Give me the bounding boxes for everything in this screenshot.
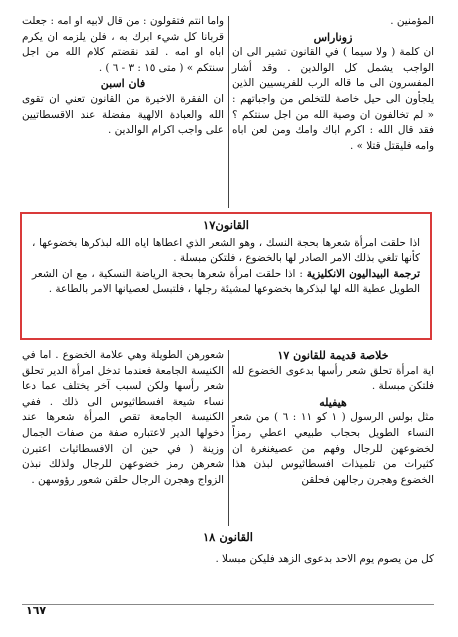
column-bottom-left: [22, 348, 224, 488]
text-top-right-heading1: المؤمنين .: [390, 15, 434, 27]
heading-van-espen: فان اسبن: [100, 77, 146, 91]
column-top-right: [232, 14, 434, 154]
label-pedalion-translation: ترجمة البيداليون الانكليزية: [306, 267, 420, 280]
text-pedalion-translation: : اذا حلقت امرأة شعرها بحجة الرياضة النسكية ، مع ان الشعر الطويل عطية الله لها لبذكرها بخضوعها لمشيئة رجلها ، فلتبسل لعصيانها الامر بالطاعة .: [32, 267, 420, 296]
paragraph-canon-17: اذا حلقت امرأة شعرها بحجة النسك ، وهو الشعر الذي اعطاها اياه الله لبذكرها بخضوعها ، كأنها تلغي بذلك الامر الصادر لها بالخضوع ، فلتكن مبسلة .: [32, 236, 420, 265]
paragraph-ancient-summary: اية امرأة تحلق شعر رأسها بدعوى الخضوع لله فلتكن مبسلة .: [232, 364, 434, 393]
heading-hefele: هيفيله: [319, 395, 347, 409]
canon-17-box: [20, 212, 432, 340]
heading-canon-17: القانون١٧: [203, 218, 249, 232]
column-top-left: [22, 14, 224, 139]
page-number: ١٦٧: [26, 604, 47, 617]
paragraph-hefele-continued: شعورهن الطويلة وهي علامة الخضوع . اما في الكنيسة الجامعة فعندما تدخل امرأة الدير تحلق شعر رأسها ولكن لسبب آخر يختلف عما دعا نساء شيعة افسطاثيوس الى ذلك . ففي الكنيسة الجامعة تقص المرأة شعرها عند دخولها الدير لاعتباره صفة من صفات الجمال وزينة ( في حين ان الافسطاثيات اعتبرن شعرهن رمز خضوعهن للرجال ولذلك نبذن الزواج وهجرن الرجال حلقن شعور رؤوسهن .: [22, 349, 224, 486]
paragraph-hefele: مثل بولس الرسول ( ١ كو ١١ : ٦ ) من شعر النساء الطويل بحجاب طبيعي اعطي رمزاً لخضوعهن للرجال وفهم من عصيغنغرة ان كثيرات من تلميذات افسطاثيوس لبذن هذا الخضوع وهجرن رجالهن فحلقن: [232, 411, 435, 486]
column-divider-top: [228, 16, 229, 208]
column-bottom-right: [232, 348, 434, 488]
footer-rule: [22, 604, 434, 605]
column-divider-bottom: [228, 350, 229, 526]
paragraph-quote-continued: واما انتم فتقولون : من قال لابيه او امه : جعلت قربانا كل شيء ابرك به ، فلن يلزمه ان يكرم اباه او امه . لقد نقضتم كلام الله من اجل سنتكم » ( متى ١٥ : ٣ - ٦ ) .: [22, 15, 224, 74]
paragraph-zonaras: ان كلمة ( ولا سيما ) في القانون تشير الى ان الواجب يشمل كل الوالدين . وقد أشار المفسرون الى ما قاله الرب للفريسيين الذين يلجأون الى حيل خاصة للتخلص من واجباتهم : « لم تخالفون ان وصية الله من اجل سنتكم ؟ فقد قال الله : اكرم اباك وامك ومن لعن اباه وامه فليقتل قتلا » .: [232, 46, 434, 152]
heading-ancient-summary: خلاصة قديمة للقانون ١٧: [277, 349, 389, 362]
paragraph-canon-18: كل من يصوم يوم الاحد بدعوى الزهد فليكن مبسلا .: [215, 553, 434, 565]
paragraph-pedalion-translation: [32, 267, 420, 298]
paragraph-van-espen: ان الفقرة الاخيرة من القانون تعني ان تقوى الله والعبادة الالهية مفضلة عند الاقسطاتيين على واجب اكرام الوالدين .: [22, 92, 224, 137]
heading-zonaras: زوناراس: [313, 30, 353, 44]
heading-canon-18: القانون ١٨: [203, 530, 253, 544]
